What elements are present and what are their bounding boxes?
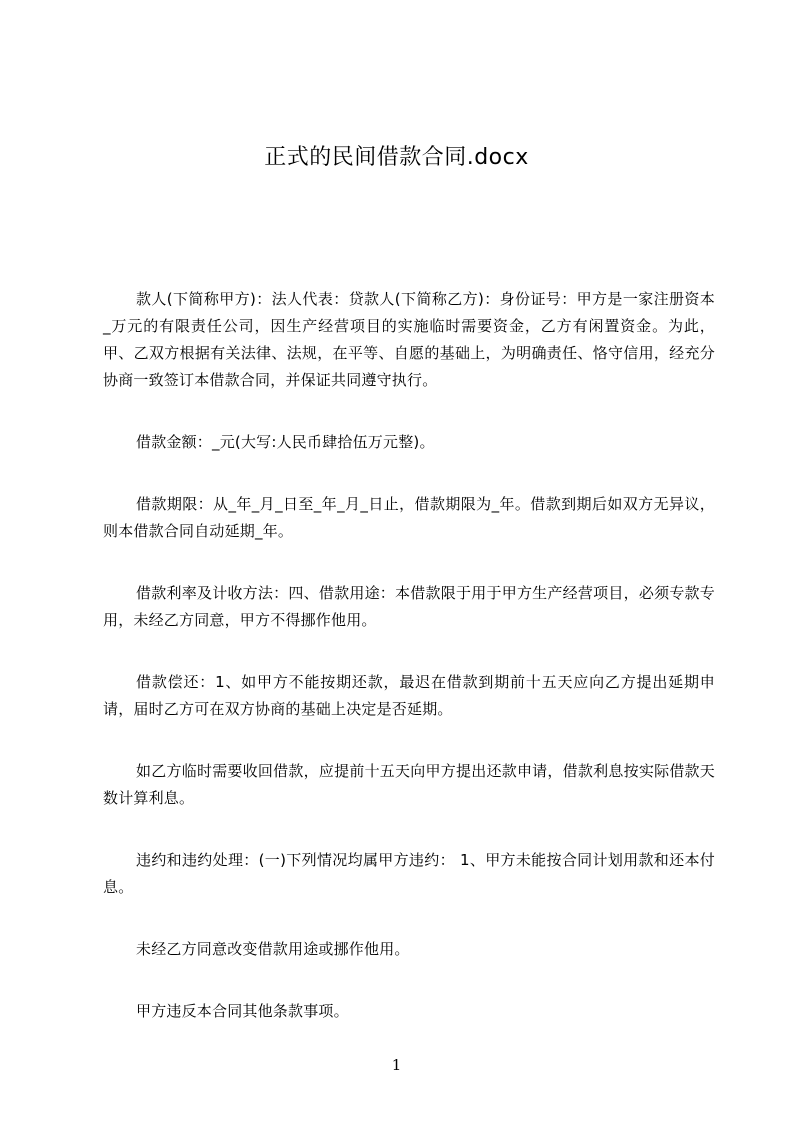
paragraph-loan-amount: 借款金额：_元(大写:人民币肆拾伍万元整)。 <box>136 433 435 451</box>
paragraph-breach-item-2: 未经乙方同意改变借款用途或挪作他用。 <box>136 940 410 958</box>
document-body <box>103 286 715 1060</box>
paragraph-early-recall: 如乙方临时需要收回借款，应提前十五天向甲方提出还款申请，借款利息按实际借款天数计算利息。 <box>103 762 715 807</box>
paragraph-breach-item-3: 甲方违反本合同其他条款事项。 <box>136 1002 349 1020</box>
page-number: 1 <box>391 1056 402 1074</box>
paragraph-parties: 款人(下简称甲方)：法人代表：贷款人(下简称乙方)：身份证号：甲方是一家注册资本_万元的有限责任公司，因生产经营项目的实施临时需要资金，乙方有闲置资金。为此，甲、乙双方根据有关法律、法规，在平等、自愿的基础上，为明确责任、恪守信用，经充分协商一致签订本借款合同，并保证共同遵守执行。 <box>103 290 715 389</box>
paragraph-loan-term: 借款期限：从_年_月_日至_年_月_日止，借款期限为_年。借款到期后如双方无异议，则本借款合同自动延期_年。 <box>103 495 715 540</box>
paragraph-interest-and-use: 借款利率及计收方法：四、借款用途：本借款限于用于甲方生产经营项目，必须专款专用，未经乙方同意，甲方不得挪作他用。 <box>103 584 715 629</box>
paragraph-repayment: 借款偿还：1、如甲方不能按期还款，最迟在借款到期前十五天应向乙方提出延期申请，届时乙方可在双方协商的基础上决定是否延期。 <box>103 673 715 718</box>
document-title: 正式的民间借款合同.docx <box>264 145 529 170</box>
paragraph-breach: 违约和违约处理：(一)下列情况均属甲方违约： 1、甲方未能按合同计划用款和还本付息。 <box>103 851 715 896</box>
